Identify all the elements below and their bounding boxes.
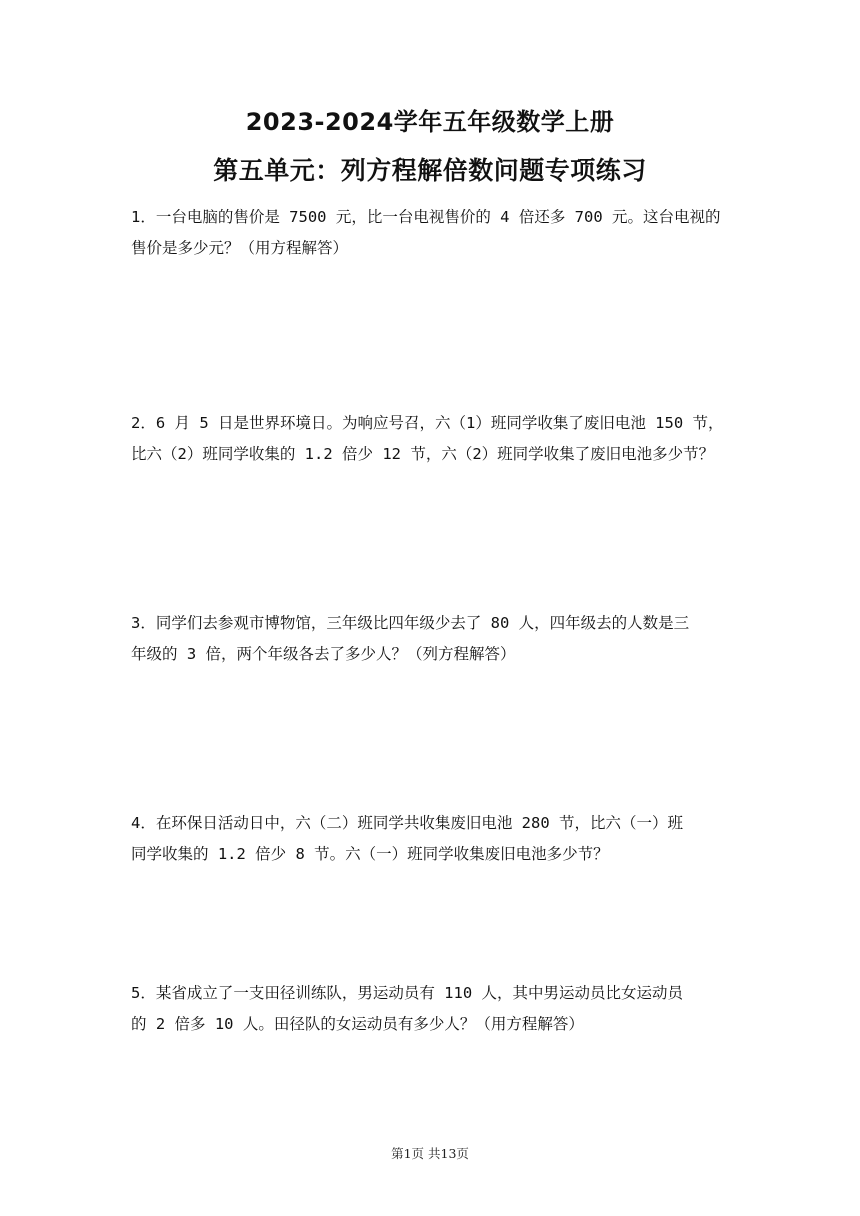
document-title: 2023-2024学年五年级数学上册 bbox=[245, 108, 615, 136]
question-4-line-1: 4．在环保日活动日中，六（二）班同学共收集废旧电池 280 节，比六（一）班 bbox=[131, 814, 683, 832]
document-subtitle: 第五单元：列方程解倍数问题专项练习 bbox=[213, 156, 647, 185]
question-2-line-2: 比六（2）班同学收集的 1.2 倍少 12 节，六（2）班同学收集了废旧电池多少节？ bbox=[131, 445, 715, 463]
question-4-line-2: 同学收集的 1.2 倍少 8 节。六（一）班同学收集废旧电池多少节？ bbox=[131, 845, 609, 863]
question-3-line-1: 3．同学们去参观市博物馆，三年级比四年级少去了 80 人，四年级去的人数是三 bbox=[131, 614, 690, 632]
question-1-line-2: 售价是多少元？（用方程解答） bbox=[131, 239, 349, 257]
question-4 bbox=[131, 808, 735, 870]
question-5-line-2: 的 2 倍多 10 人。田径队的女运动员有多少人？（用方程解答） bbox=[131, 1015, 584, 1033]
question-2-line-1: 2．6 月 5 日是世界环境日。为响应号召，六（1）班同学收集了废旧电池 150 节， bbox=[131, 414, 724, 432]
question-5 bbox=[131, 978, 735, 1040]
page-footer: 第1页 共13页 bbox=[391, 1146, 469, 1161]
question-1 bbox=[131, 202, 735, 264]
question-3 bbox=[131, 608, 735, 670]
question-2 bbox=[131, 408, 735, 470]
question-1-line-1: 1．一台电脑的售价是 7500 元，比一台电视售价的 4 倍还多 700 元。这台电视的 bbox=[131, 208, 721, 226]
question-3-line-2: 年级的 3 倍，两个年级各去了多少人？（列方程解答） bbox=[131, 645, 516, 663]
question-5-line-1: 5．某省成立了一支田径训练队，男运动员有 110 人，其中男运动员比女运动员 bbox=[131, 984, 683, 1002]
